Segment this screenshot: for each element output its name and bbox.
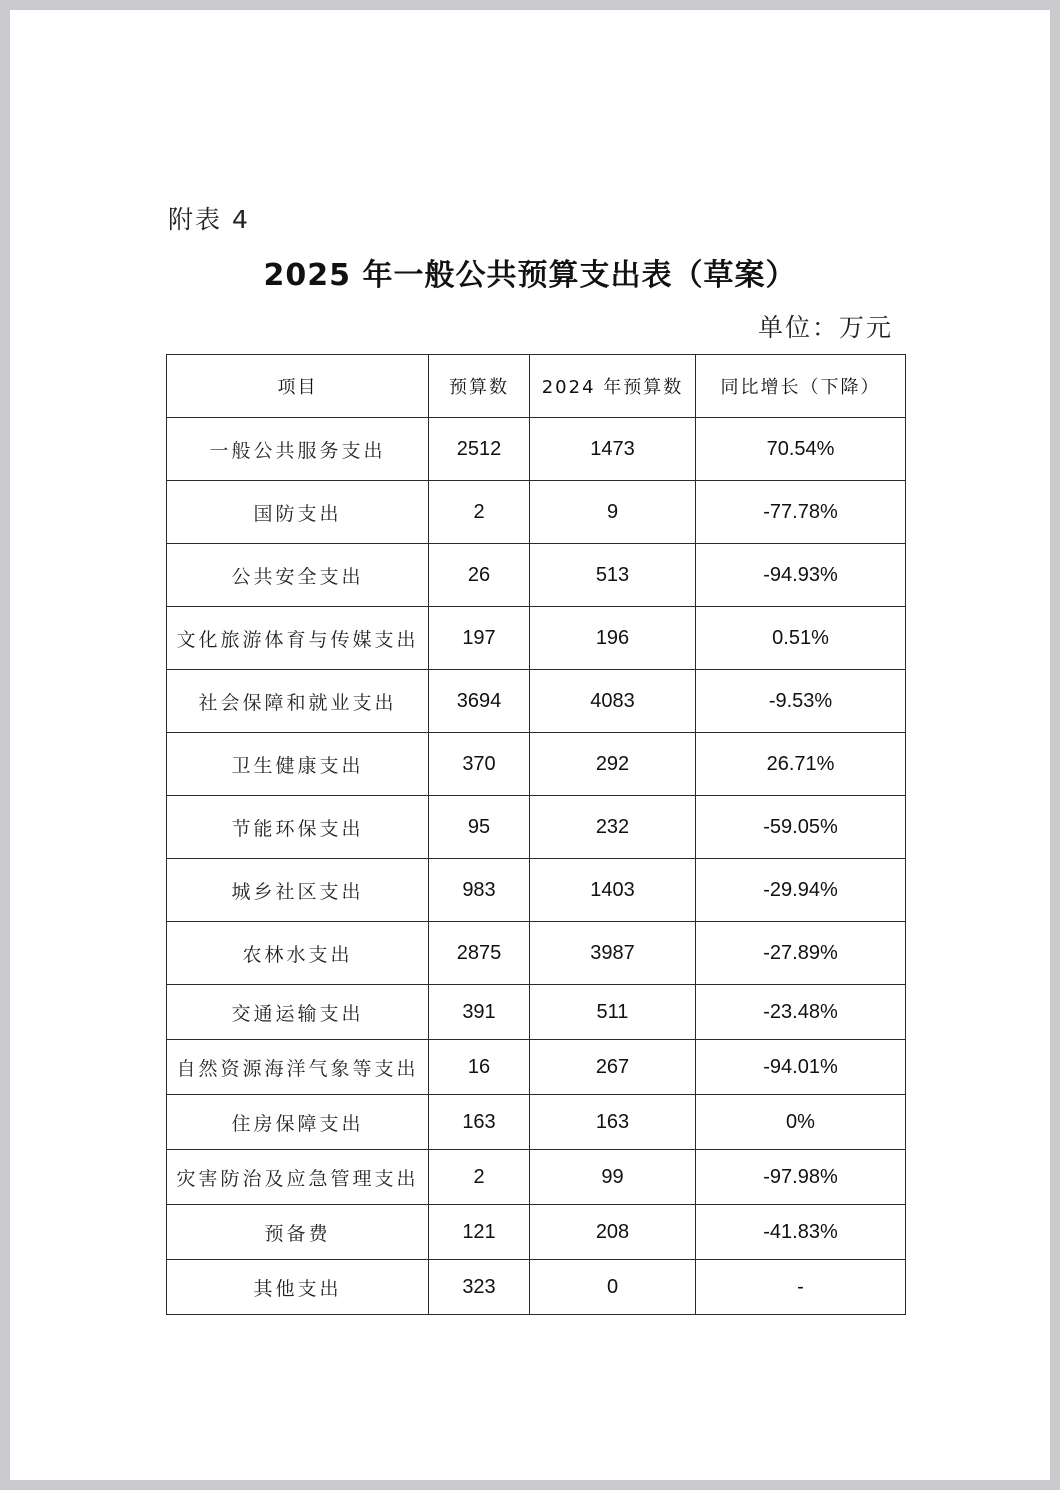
unit-label: 单位：万元 bbox=[757, 313, 893, 342]
item-cell: 农林水支出 bbox=[167, 922, 429, 985]
budget-2024-cell: 1473 bbox=[530, 418, 696, 481]
header-item: 项目 bbox=[167, 355, 429, 418]
budget-cell: 2 bbox=[429, 1150, 530, 1205]
table-row bbox=[167, 1040, 906, 1095]
budget-cell: 391 bbox=[429, 985, 530, 1040]
budget-2024-cell: 511 bbox=[530, 985, 696, 1040]
budget-cell: 197 bbox=[429, 607, 530, 670]
change-cell: 0.51% bbox=[696, 607, 906, 670]
change-cell: -77.78% bbox=[696, 481, 906, 544]
table-row bbox=[167, 544, 906, 607]
item-cell: 灾害防治及应急管理支出 bbox=[167, 1150, 429, 1205]
budget-cell: 16 bbox=[429, 1040, 530, 1095]
table-row bbox=[167, 1260, 906, 1315]
change-cell: -94.01% bbox=[696, 1040, 906, 1095]
item-cell: 预备费 bbox=[167, 1205, 429, 1260]
change-cell: -94.93% bbox=[696, 544, 906, 607]
table-row bbox=[167, 1150, 906, 1205]
budget-cell: 2875 bbox=[429, 922, 530, 985]
table-row bbox=[167, 607, 906, 670]
budget-2024-cell: 196 bbox=[530, 607, 696, 670]
budget-2024-cell: 292 bbox=[530, 733, 696, 796]
table-row bbox=[167, 733, 906, 796]
budget-2024-cell: 232 bbox=[530, 796, 696, 859]
budget-cell: 163 bbox=[429, 1095, 530, 1150]
budget-2024-cell: 99 bbox=[530, 1150, 696, 1205]
header-change: 同比增长（下降） bbox=[696, 355, 906, 418]
item-cell: 公共安全支出 bbox=[167, 544, 429, 607]
item-cell: 交通运输支出 bbox=[167, 985, 429, 1040]
table-row bbox=[167, 796, 906, 859]
item-cell: 其他支出 bbox=[167, 1260, 429, 1315]
budget-2024-cell: 9 bbox=[530, 481, 696, 544]
item-cell: 住房保障支出 bbox=[167, 1095, 429, 1150]
change-cell: - bbox=[696, 1260, 906, 1315]
change-cell: -29.94% bbox=[696, 859, 906, 922]
table-row bbox=[167, 1205, 906, 1260]
change-cell: -27.89% bbox=[696, 922, 906, 985]
table-row bbox=[167, 985, 906, 1040]
table-row bbox=[167, 418, 906, 481]
table-row bbox=[167, 481, 906, 544]
header-budget-2024: 2024 年预算数 bbox=[530, 355, 696, 418]
budget-2024-cell: 1403 bbox=[530, 859, 696, 922]
item-cell: 自然资源海洋气象等支出 bbox=[167, 1040, 429, 1095]
budget-2024-cell: 267 bbox=[530, 1040, 696, 1095]
table-row bbox=[167, 1095, 906, 1150]
budget-2024-cell: 163 bbox=[530, 1095, 696, 1150]
change-cell: -9.53% bbox=[696, 670, 906, 733]
change-cell: 0% bbox=[696, 1095, 906, 1150]
budget-cell: 121 bbox=[429, 1205, 530, 1260]
budget-expenditure-table bbox=[166, 354, 906, 1315]
document-title: 2025 年一般公共预算支出表（草案） bbox=[263, 258, 797, 293]
budget-cell: 323 bbox=[429, 1260, 530, 1315]
change-cell: -97.98% bbox=[696, 1150, 906, 1205]
change-cell: -41.83% bbox=[696, 1205, 906, 1260]
item-cell: 社会保障和就业支出 bbox=[167, 670, 429, 733]
budget-cell: 2 bbox=[429, 481, 530, 544]
budget-2024-cell: 4083 bbox=[530, 670, 696, 733]
appendix-label: 附表 4 bbox=[168, 205, 250, 234]
budget-cell: 2512 bbox=[429, 418, 530, 481]
change-cell: -23.48% bbox=[696, 985, 906, 1040]
budget-2024-cell: 3987 bbox=[530, 922, 696, 985]
budget-cell: 370 bbox=[429, 733, 530, 796]
budget-cell: 95 bbox=[429, 796, 530, 859]
budget-cell: 983 bbox=[429, 859, 530, 922]
item-cell: 文化旅游体育与传媒支出 bbox=[167, 607, 429, 670]
item-cell: 一般公共服务支出 bbox=[167, 418, 429, 481]
budget-2024-cell: 0 bbox=[530, 1260, 696, 1315]
item-cell: 节能环保支出 bbox=[167, 796, 429, 859]
change-cell: -59.05% bbox=[696, 796, 906, 859]
table-row bbox=[167, 859, 906, 922]
item-cell: 卫生健康支出 bbox=[167, 733, 429, 796]
header-budget: 预算数 bbox=[429, 355, 530, 418]
item-cell: 国防支出 bbox=[167, 481, 429, 544]
table-row bbox=[167, 670, 906, 733]
table-header-row bbox=[167, 355, 906, 418]
change-cell: 26.71% bbox=[696, 733, 906, 796]
change-cell: 70.54% bbox=[696, 418, 906, 481]
budget-cell: 26 bbox=[429, 544, 530, 607]
budget-2024-cell: 513 bbox=[530, 544, 696, 607]
budget-2024-cell: 208 bbox=[530, 1205, 696, 1260]
budget-cell: 3694 bbox=[429, 670, 530, 733]
item-cell: 城乡社区支出 bbox=[167, 859, 429, 922]
table-row bbox=[167, 922, 906, 985]
